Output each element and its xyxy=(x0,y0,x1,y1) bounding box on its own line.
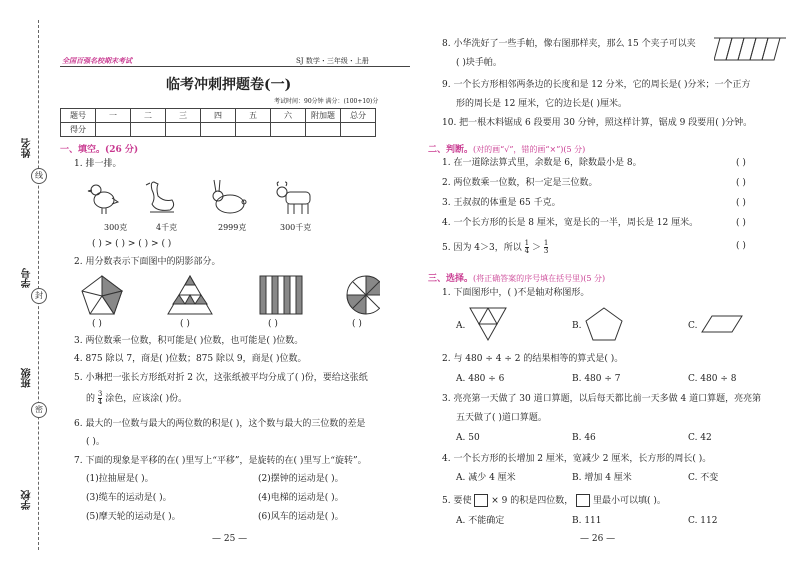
score-head: 二 xyxy=(131,109,166,123)
judge-3: 3. 王叔叔的体重是 65 千克。 xyxy=(442,198,561,208)
q8-text-line2: ( )块手帕。 xyxy=(456,58,502,68)
choice-5-opt-c[interactable]: C. 112 xyxy=(688,516,718,526)
choice-3-line2: 五天做了( )道口算题。 xyxy=(456,413,547,423)
choice-3-line1: 3. 亮亮第一天做了 30 道口算题，以后每天都比前一天多做 4 道口算题，亮亮第 xyxy=(442,394,762,404)
choice-4: 4. 一个长方形的长增加 2 厘米，宽减少 2 厘米，长方形的周长( )。 xyxy=(442,454,712,464)
score-cell[interactable] xyxy=(236,123,271,137)
choice-5-part1: 5. 要使 xyxy=(442,496,472,506)
q9-text-line1: 9. 一个长方形相邻两条边的长度和是 12 分米，它的周长是( )分米；一个正方 xyxy=(442,80,751,90)
exam-info: 考试时间：90分钟 满分：(100+10)分 xyxy=(274,98,379,105)
q7-item-3: (3)缆车的运动是( )。 xyxy=(86,493,172,503)
score-head: 一 xyxy=(96,109,131,123)
score-cell[interactable] xyxy=(341,123,376,137)
section-2-title: 二、判断。 xyxy=(428,145,474,155)
binding-strip xyxy=(16,20,48,550)
student-id-label: 学号 xyxy=(22,268,33,288)
judge-5-text: 5. 因为 4＞3，所以 xyxy=(442,243,522,253)
score-head: 三 xyxy=(166,109,201,123)
section-2-note: (对的画“√”，错的画“×”)(5 分) xyxy=(473,145,586,154)
score-head: 四 xyxy=(201,109,236,123)
seal-secret-mark: 密 xyxy=(31,402,47,418)
order-blanks[interactable]: ( ) > ( ) > ( ) > ( ) xyxy=(92,239,172,249)
triangles-shape xyxy=(468,306,508,342)
fig-paren-4[interactable]: ( ) xyxy=(352,319,362,329)
judge-1: 1. 在一道除法算式里，余数是 6，除数最小是 8。 xyxy=(442,158,642,168)
q7-item-4: (4)电梯的运动是( )。 xyxy=(258,493,344,503)
q7-item-2: (2)摆钟的运动是( )。 xyxy=(258,474,344,484)
q9-text-line2: 形的周长是 12 厘米，它的边长是( )厘米。 xyxy=(456,99,628,109)
q5-text-line2 xyxy=(86,391,187,406)
judge-5-gt: ＞ xyxy=(531,243,541,253)
choice-4-opt-b[interactable]: B. 增加 4 厘米 xyxy=(572,473,632,483)
q6-text-line1: 6. 最大的一位数与最大的两位数的积是( )，这个数与最大的三位数的差是 xyxy=(74,419,366,429)
score-cell[interactable] xyxy=(306,123,341,137)
judge-1-paren[interactable]: ( ) xyxy=(736,158,746,168)
name-label: 姓名 xyxy=(22,138,33,158)
judge-4: 4. 一个长方形的长是 8 厘米，宽是长的一半，周长是 12 厘米。 xyxy=(442,218,699,228)
class-label: 班级 xyxy=(22,368,33,388)
weight-4: 300千克 xyxy=(280,223,312,232)
judge-5-fraction-2 xyxy=(544,240,548,255)
score-head: 总分 xyxy=(341,109,376,123)
q8-text-line1: 8. 小华洗好了一些手帕，像右图那样夹，那么 15 个夹子可以夹 xyxy=(442,39,696,49)
choice-4-opt-c[interactable]: C. 不变 xyxy=(688,473,719,483)
choice-5-part3: 里最小可以填( )。 xyxy=(592,496,666,506)
judge-5 xyxy=(442,240,548,255)
q7-text: 7. 下面的现象是平移的在( )里写上“平移”，是旋转的在( )里写上“旋转”。 xyxy=(74,456,367,466)
q4-text: 4. 875 除以 7，商是( )位数；875 除以 9，商是( )位数。 xyxy=(74,354,307,364)
judge-5-fraction-1 xyxy=(525,240,529,255)
score-head: 五 xyxy=(236,109,271,123)
q5-fraction-num: 3 xyxy=(97,390,103,398)
choice-1-opt-a[interactable]: A. xyxy=(456,321,466,331)
score-head: 六 xyxy=(271,109,306,123)
series-label: 全国百强名校期末考试 xyxy=(62,56,132,65)
weight-1: 300克 xyxy=(104,223,128,232)
stripes-figure xyxy=(260,276,302,314)
score-cell[interactable] xyxy=(96,123,131,137)
q5-text-line1: 5. 小琳把一张长方形纸对折 2 次，这张纸被平均分成了( )份，要给这张纸 xyxy=(74,373,368,383)
q6-text-line2: ( )。 xyxy=(86,437,105,447)
blank-box-1[interactable] xyxy=(474,494,488,507)
frac-den: 3 xyxy=(543,247,549,255)
score-cell[interactable] xyxy=(131,123,166,137)
score-table xyxy=(60,108,376,137)
score-head: 附加题 xyxy=(306,109,341,123)
choice-2-opt-b[interactable]: B. 480 ÷ 7 xyxy=(572,374,621,384)
q7-item-5: (5)摩天轮的运动是( )。 xyxy=(86,512,181,522)
choice-3-opt-c[interactable]: C. 42 xyxy=(688,433,712,443)
score-label: 得分 xyxy=(61,123,96,137)
section-2-header xyxy=(428,137,585,156)
section-3-header xyxy=(428,266,605,285)
pentagon-figure xyxy=(82,276,122,314)
parallelogram-shape xyxy=(700,314,744,334)
q7-item-6: (6)风车的运动是( )。 xyxy=(258,512,344,522)
judge-3-paren[interactable]: ( ) xyxy=(736,198,746,208)
pentagon-shape xyxy=(584,306,624,342)
choice-5-opt-a[interactable]: A. 不能确定 xyxy=(456,516,505,526)
q2-text: 2. 用分数表示下面图中的阴影部分。 xyxy=(74,257,221,267)
choice-5 xyxy=(442,494,666,507)
school-label: 学校 xyxy=(22,490,33,510)
choice-3-opt-a[interactable]: A. 50 xyxy=(456,433,480,443)
choice-3-opt-b[interactable]: B. 46 xyxy=(572,433,596,443)
blank-box-2[interactable] xyxy=(576,494,590,507)
choice-1: 1. 下面图形中，( )不是轴对称图形。 xyxy=(442,288,590,298)
choice-1-opt-b[interactable]: B. xyxy=(572,321,582,331)
bird-icon xyxy=(88,185,118,214)
section-1-title: 一、填空。(26 分) xyxy=(60,145,139,155)
frac-num: 1 xyxy=(543,239,549,247)
rabbit-icon xyxy=(213,180,246,213)
ox-icon xyxy=(277,182,310,214)
score-cell[interactable] xyxy=(166,123,201,137)
section-3-note: (将正确答案的序号填在括号里)(5 分) xyxy=(473,274,606,283)
animals-illustration xyxy=(86,178,346,220)
choice-2-opt-a[interactable]: A. 480 ÷ 6 xyxy=(456,374,505,384)
page-number-right: — 26 — xyxy=(580,534,616,544)
choice-2: 2. 与 480 ÷ 4 ÷ 2 的结果相等的算式是( )。 xyxy=(442,354,624,364)
handkerchief-figure xyxy=(714,34,786,64)
weight-2: 4千克 xyxy=(156,223,178,232)
choice-5-part2: × 9 的积是四位数， xyxy=(491,496,574,506)
judge-2: 2. 两位数乘一位数，积一定是三位数。 xyxy=(442,178,598,188)
header-rule xyxy=(60,66,410,67)
judge-4-paren[interactable]: ( ) xyxy=(736,218,746,228)
judge-5-paren[interactable]: ( ) xyxy=(736,241,746,251)
fig-paren-2[interactable]: ( ) xyxy=(180,319,190,329)
q3-text: 3. 两位数乘一位数，积可能是( )位数，也可能是( )位数。 xyxy=(74,336,304,346)
q5-fraction xyxy=(98,391,102,406)
score-head: 题号 xyxy=(61,109,96,123)
fig-paren-1[interactable]: ( ) xyxy=(92,319,102,329)
fraction-figures xyxy=(80,274,380,318)
section-3-title: 三、选择。 xyxy=(428,274,474,284)
goose-icon xyxy=(146,182,174,212)
frac-num: 1 xyxy=(524,239,530,247)
weight-3: 2999克 xyxy=(218,223,247,232)
page-title: 临考冲刺押题卷(一) xyxy=(166,77,292,93)
fig-paren-3[interactable]: ( ) xyxy=(268,319,278,329)
circle-figure xyxy=(347,276,380,314)
cut-line xyxy=(38,20,39,550)
q10-text: 10. 把一根木料锯成 6 段要用 30 分钟，照这样计算，锯成 9 段要用( )分钟。 xyxy=(442,118,753,128)
q1-text: 1. 排一排。 xyxy=(74,159,122,169)
q5-suffix: 涂色，应该涂( )份。 xyxy=(105,394,188,404)
seal-seal-mark: 封 xyxy=(31,288,47,304)
judge-2-paren[interactable]: ( ) xyxy=(736,178,746,188)
q5-prefix: 的 xyxy=(86,394,96,404)
choice-2-opt-c[interactable]: C. 480 ÷ 8 xyxy=(688,374,737,384)
page-number-left: — 25 — xyxy=(212,534,248,544)
q5-fraction-den: 4 xyxy=(97,398,103,406)
subject-label: SJ 数学・三年级・上册 xyxy=(296,57,369,65)
q7-item-1: (1)拉抽屉是( )。 xyxy=(86,474,154,484)
choice-4-opt-a[interactable]: A. 减少 4 厘米 xyxy=(456,473,516,483)
choice-5-opt-b[interactable]: B. 111 xyxy=(572,516,602,526)
score-cell[interactable] xyxy=(271,123,306,137)
triangle-figure xyxy=(168,276,212,314)
score-cell[interactable] xyxy=(201,123,236,137)
seal-line-mark: 线 xyxy=(31,168,47,184)
choice-1-opt-c[interactable]: C. xyxy=(688,321,698,331)
frac-den: 4 xyxy=(524,247,530,255)
